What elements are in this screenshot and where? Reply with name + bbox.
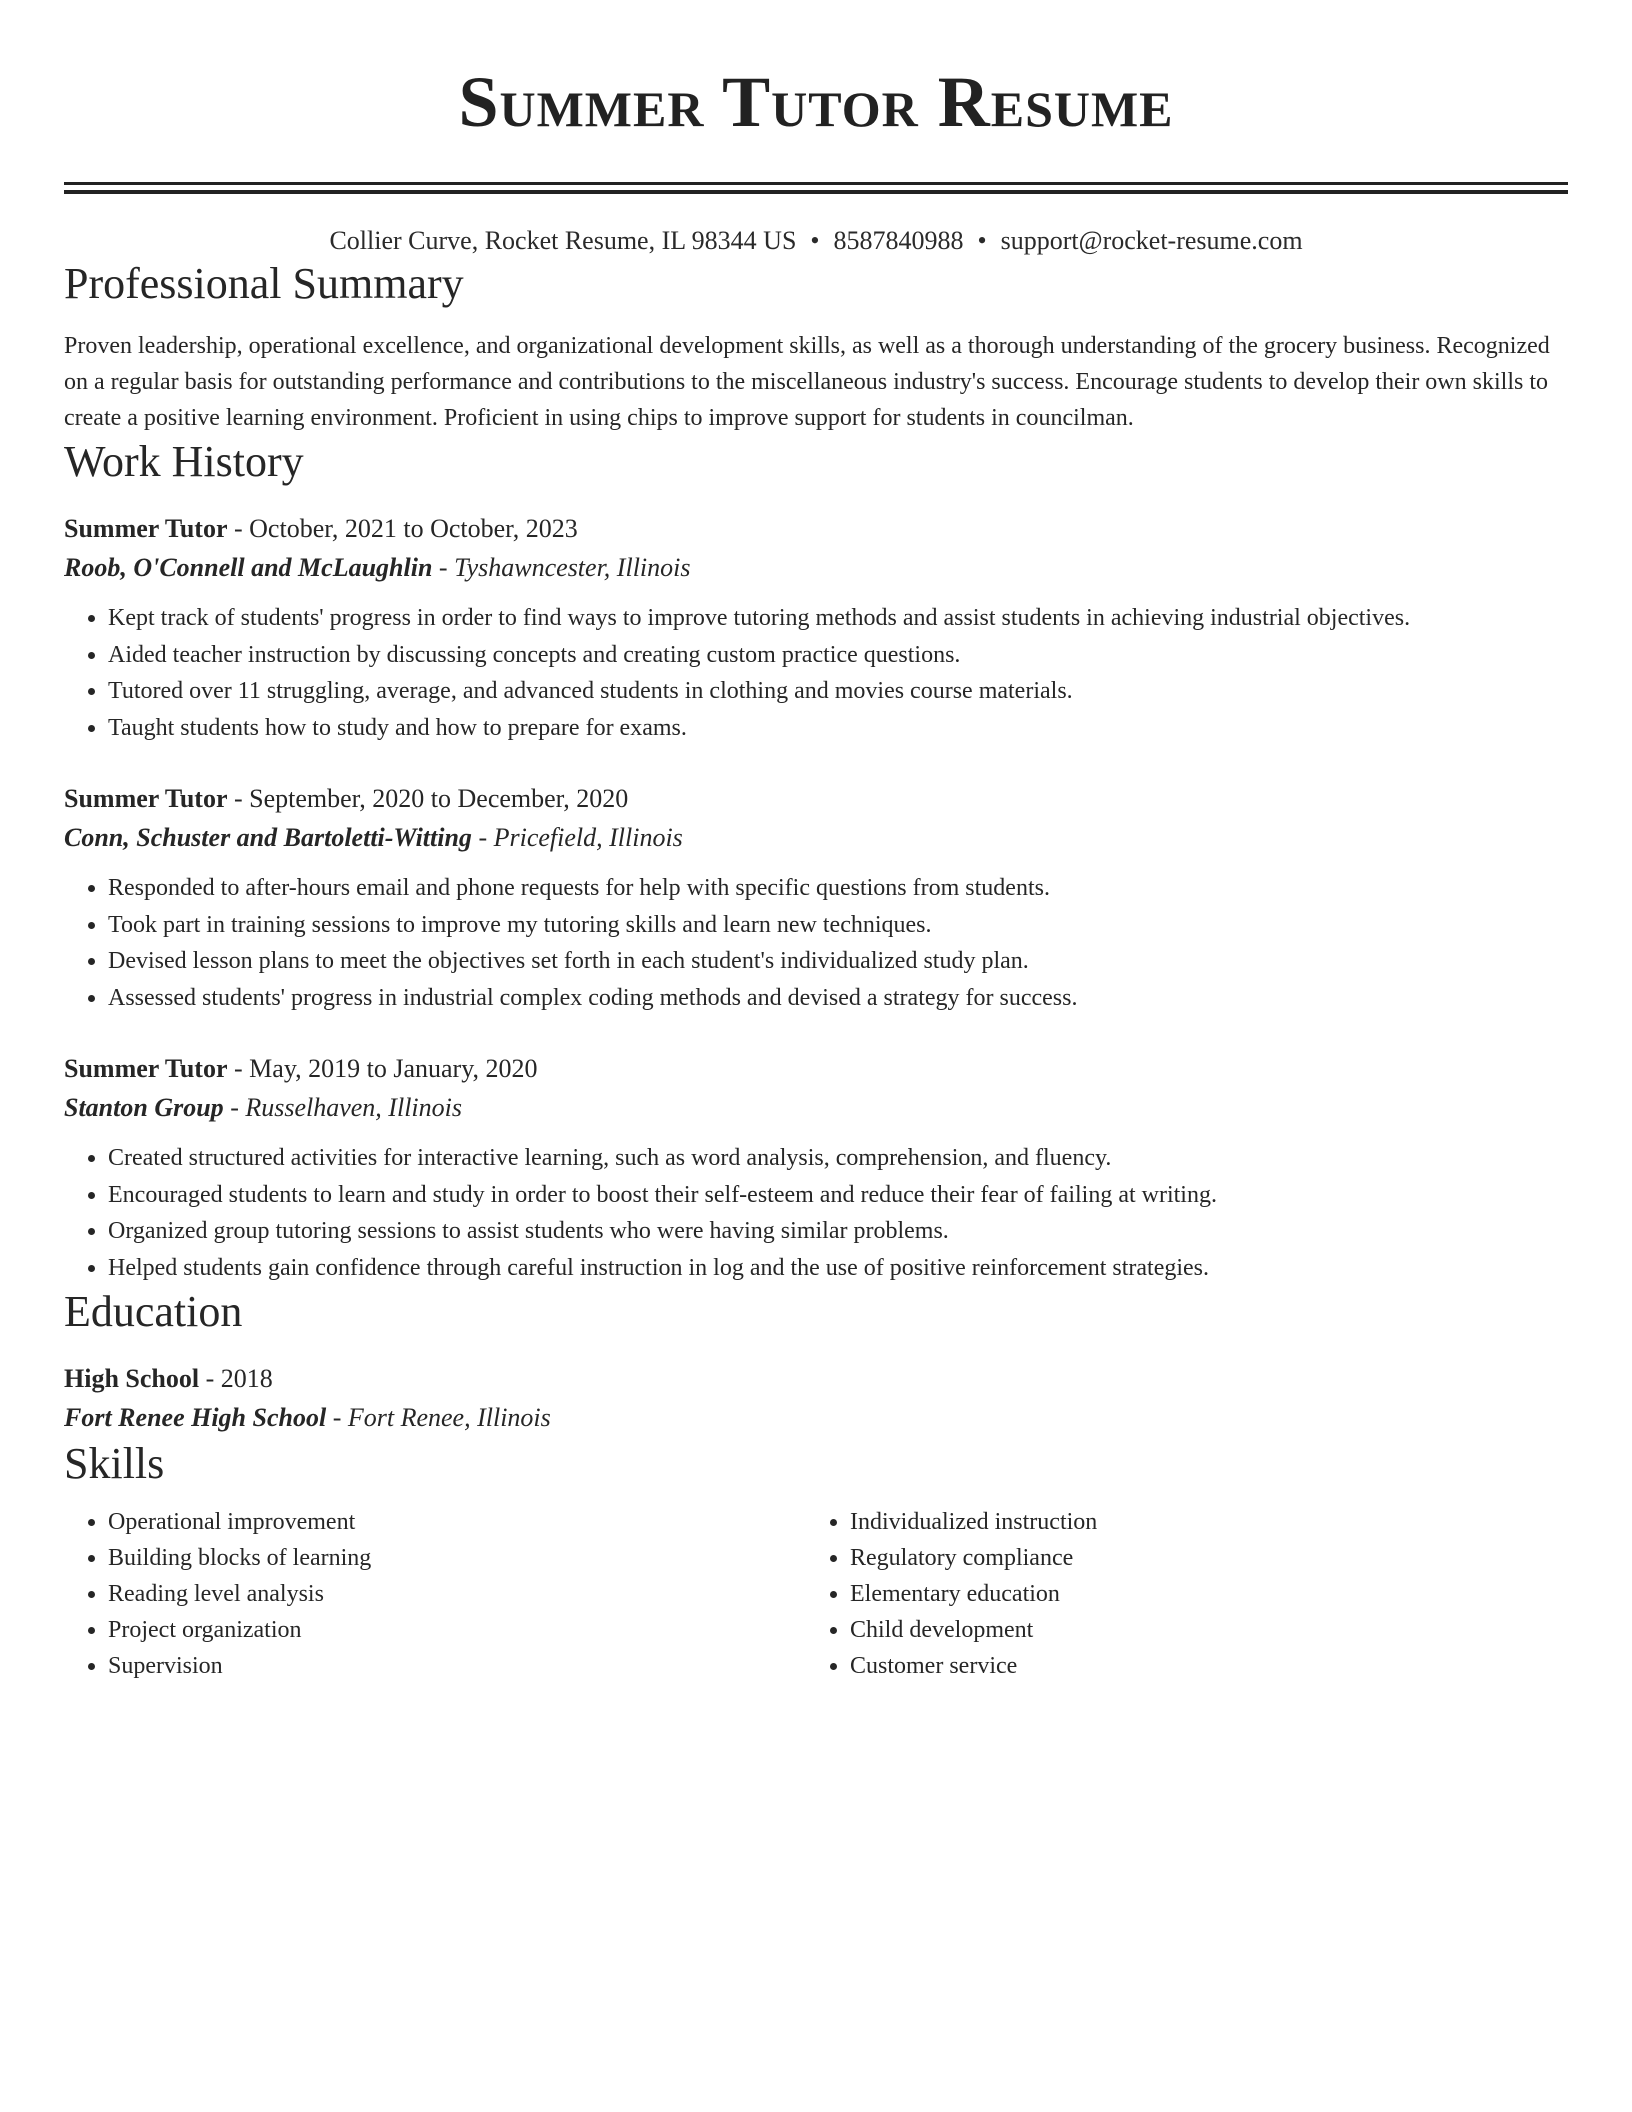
skill-item: • Regulatory compliance xyxy=(850,1540,1568,1576)
skill-item: • Operational improvement xyxy=(108,1504,806,1540)
job-bullet: • Took part in training sessions to improve my tutoring skills and learn new techniques. xyxy=(108,907,1568,944)
job-bullet: • Kept track of students' progress in order to find ways to improve tutoring methods and assist students in achieving industrial objectives. xyxy=(108,600,1568,637)
job-dates: - October, 2021 to October, 2023 xyxy=(227,514,578,543)
skills-column-left xyxy=(64,1504,806,1684)
job-employer xyxy=(64,1088,1568,1128)
contact-phone: 8587840988 xyxy=(833,226,964,255)
education-header xyxy=(64,1360,1568,1398)
job-bullet: • Encouraged students to learn and study in order to boost their self-esteem and reduce their fear of failing at writing. xyxy=(108,1177,1568,1214)
job-company: Conn, Schuster and Bartoletti-Witting xyxy=(64,823,472,852)
contact-line xyxy=(64,224,1568,258)
job-bullet: • Created structured activities for interactive learning, such as word analysis, comprehension, and fluency. xyxy=(108,1140,1568,1177)
skill-item: • Customer service xyxy=(850,1648,1568,1684)
job-bullet: • Tutored over 11 struggling, average, and advanced students in clothing and movies course materials. xyxy=(108,673,1568,710)
job-bullet: • Taught students how to study and how to prepare for exams. xyxy=(108,710,1568,747)
job-location: - Pricefield, Illinois xyxy=(471,823,683,852)
contact-email: support@rocket-resume.com xyxy=(1000,226,1303,255)
job-header xyxy=(64,780,1568,818)
job-bullets xyxy=(64,870,1568,1016)
skill-item: • Elementary education xyxy=(850,1576,1568,1612)
job-entry-2 xyxy=(64,780,1568,1016)
job-bullet: • Helped students gain confidence through careful instruction in log and the use of positive reinforcement strategies. xyxy=(108,1250,1568,1287)
job-dates: - September, 2020 to December, 2020 xyxy=(227,784,629,813)
skill-item: • Reading level analysis xyxy=(108,1576,806,1612)
job-location: - Tyshawncester, Illinois xyxy=(432,553,691,582)
job-header xyxy=(64,1050,1568,1088)
job-role: Summer Tutor xyxy=(64,784,228,813)
education-year: - 2018 xyxy=(199,1364,273,1393)
education-degree: High School xyxy=(64,1364,200,1393)
skills-grid xyxy=(64,1504,1568,1684)
job-employer xyxy=(64,818,1568,858)
job-role: Summer Tutor xyxy=(64,514,228,543)
education-school: Fort Renee High School xyxy=(64,1403,327,1432)
job-dates: - May, 2019 to January, 2020 xyxy=(227,1054,538,1083)
skill-item: • Supervision xyxy=(108,1648,806,1684)
title-double-rule xyxy=(64,182,1568,194)
work-history-heading: Work History xyxy=(64,437,304,486)
education-location: - Fort Renee, Illinois xyxy=(326,1403,551,1432)
job-role: Summer Tutor xyxy=(64,1054,228,1083)
skill-item: • Child development xyxy=(850,1612,1568,1648)
job-bullet: • Aided teacher instruction by discussing concepts and creating custom practice questions. xyxy=(108,637,1568,674)
education-entry xyxy=(64,1360,1568,1438)
skills-heading: Skills xyxy=(64,1439,165,1488)
job-company: Roob, O'Connell and McLaughlin xyxy=(64,553,433,582)
job-bullets xyxy=(64,1140,1568,1286)
skill-item: • Building blocks of learning xyxy=(108,1540,806,1576)
contact-separator: • xyxy=(810,226,820,255)
job-bullet: • Devised lesson plans to meet the objectives set forth in each student's individualized study plan. xyxy=(108,943,1568,980)
skill-item: • Individualized instruction xyxy=(850,1504,1568,1540)
resume-title: Summer Tutor Resume xyxy=(458,62,1174,142)
job-bullet: • Assessed students' progress in industrial complex coding methods and devised a strategy for success. xyxy=(108,980,1568,1017)
job-location: - Russelhaven, Illinois xyxy=(223,1093,462,1122)
summary-text: Proven leadership, operational excellence, and organizational development skills, as well as a thorough understanding of the grocery business. Recognized on a regular basis for outstanding performance and contributions to the miscellaneous industry's success. Encourage students to develop their own skills to create a positive learning environment. Proficient in using chips to improve support for students in councilman. xyxy=(64,333,1550,431)
education-institution xyxy=(64,1398,1568,1438)
contact-address: Collier Curve, Rocket Resume, IL 98344 US xyxy=(329,226,797,255)
job-employer xyxy=(64,548,1568,588)
job-bullets xyxy=(64,600,1568,746)
skills-column-right xyxy=(806,1504,1568,1684)
job-header xyxy=(64,510,1568,548)
job-company: Stanton Group xyxy=(64,1093,224,1122)
contact-separator: • xyxy=(977,226,987,255)
summary-heading: Professional Summary xyxy=(64,259,464,308)
job-entry-3 xyxy=(64,1050,1568,1286)
job-entry-1 xyxy=(64,510,1568,746)
job-bullet: • Organized group tutoring sessions to assist students who were having similar problems. xyxy=(108,1213,1568,1250)
skill-item: • Project organization xyxy=(108,1612,806,1648)
education-heading: Education xyxy=(64,1287,243,1336)
job-bullet: • Responded to after-hours email and phone requests for help with specific questions from students. xyxy=(108,870,1568,907)
